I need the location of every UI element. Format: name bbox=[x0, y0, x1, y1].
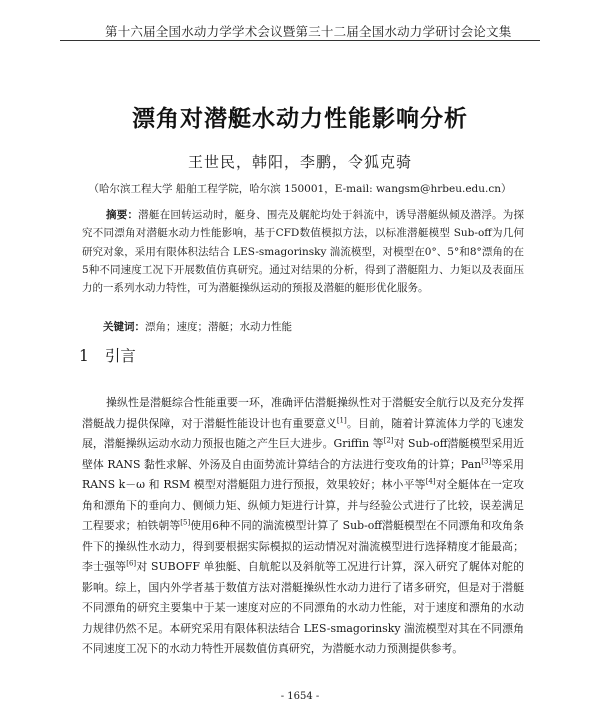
author-list: 王世民，韩阳，李鹏，令狐克骑 bbox=[187, 153, 412, 171]
section-heading bbox=[79, 344, 136, 366]
citation-ref: [4] bbox=[425, 477, 436, 486]
paper-title: 漂角对潜艇水动力性能影响分析 bbox=[132, 106, 468, 132]
abstract-block bbox=[82, 206, 524, 297]
text-run: 等采用 RANS k－ω 和 RSM 模型对潜艇阻力进行预报，效果较好；林小平等 bbox=[82, 457, 524, 491]
abstract-label: 摘要： bbox=[106, 209, 139, 221]
page-number: - 1654 - bbox=[280, 691, 320, 702]
text-run: 对 SUBOFF 单独艇、自航舵以及斜航等工况进行计算，深入研究了艉体对舵的影响。综上，国内外学者基于数值方法对潜艇操纵性水动力进行了诸多研究，但是对于潜艇不同漂角的研究主要集中于某一速度对应的不同漂角的水动力性能，对于速度和漂角的水动力规律仍然不足。本研究采用有限体积法结合 LES-smagorinsky 湍流模型对其在不同漂角不同速度工况下的水动力特性开展数值仿真研究，为潜艇水动力预测提供参考。 bbox=[82, 560, 524, 655]
citation-ref: [2] bbox=[383, 436, 394, 445]
citation-ref: [6] bbox=[126, 559, 137, 568]
text-run: 对 Sub-off潜艇模型采用近壁体 RANS 黏性求解、外汤及自由面势流计算结合的方法进行变攻角的计算；Pan bbox=[82, 437, 524, 471]
text-run: 对全艇体在一定攻角和漂角下的垂向力、侧倾力矩、纵倾力矩进行计算，并与经验公式进行了比较，误差满足工程要求；柏铁朝等 bbox=[82, 478, 524, 532]
running-header: 第十六届全国水动力学学术会议暨第三十二届全国水动力学研讨会论文集 bbox=[105, 24, 512, 39]
body-text bbox=[82, 393, 524, 660]
header-rule bbox=[60, 40, 540, 41]
abstract-text: 潜艇在回转运动时，艇身、围壳及艉舵均处于斜流中，诱导潜艇纵倾及潜浮。为探究不同漂角对潜艇水动力性能影响，基于CFD数值模拟方法，以标准潜艇模型 Sub-off为几何研究对象，采用有限体积法结合 LES-smagorinsky 湍流模型，对模型在0°、5°和8°漂角的在5种不同速度工况下开展数值仿真研究。通过对结果的分析，得到了潜艇阻力、力矩以及表面压力的一系列水动力特性，可为潜艇操纵运动的预报及潜艇的艇形优化服务。 bbox=[82, 209, 524, 295]
text-run: 使用6种不同的湍流模型计算了 Sub-off潜艇模型在不同漂角和攻角条件下的操纵性水动力，得到要根据实际模拟的运动情况对湍流模型进行选择精度才能最高；李士强等 bbox=[82, 519, 524, 573]
citation-ref: [5] bbox=[180, 518, 191, 527]
text-run: 。目前，随着计算流体力学的飞速发展，潜艇操纵运动水动力预报也随之产生巨大进步。Griffin 等 bbox=[82, 416, 524, 450]
section-number: 1 bbox=[79, 347, 89, 365]
keywords-text: 漂角；速度；潜艇；水动力性能 bbox=[145, 321, 292, 333]
keywords-label: 关键词： bbox=[103, 321, 145, 333]
intro-paragraph bbox=[82, 393, 524, 660]
section-title: 引言 bbox=[104, 347, 136, 365]
abstract-paragraph bbox=[82, 206, 524, 297]
text-run: 操纵性是潜艇综合性能重要一环，准确评估潜艇操纵性对于潜艇安全航行以及充分发挥潜艇战力提供保障，对于潜艇性能设计也有重要意义 bbox=[82, 396, 524, 430]
citation-ref: [1] bbox=[336, 415, 347, 424]
citation-ref: [3] bbox=[481, 456, 492, 465]
keywords-line bbox=[103, 319, 523, 334]
affiliation-line: （哈尔滨工程大学 船舶工程学院，哈尔滨 150001，E-mail: wangsm@hrbeu.edu.cn） bbox=[88, 183, 512, 195]
